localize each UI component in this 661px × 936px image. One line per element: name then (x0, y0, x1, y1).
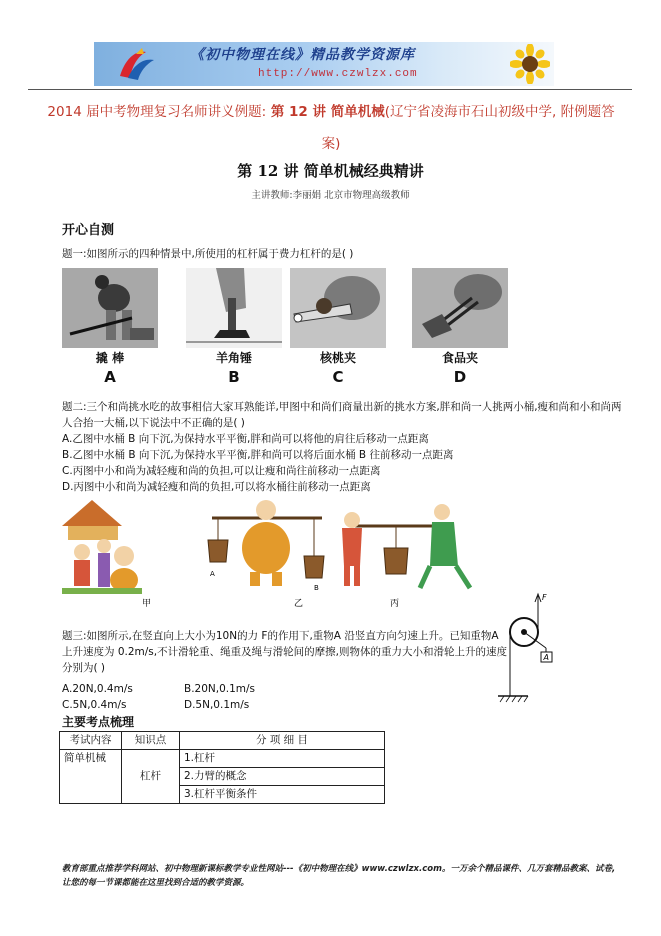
table-header-details: 分 项 细 目 (180, 732, 385, 750)
question-2-option-c: C.丙图中小和尚为减轻瘦和尚的负担,可以让瘦和尚往前移动一点距离 (62, 465, 381, 477)
question-3-option-d: D.5N,0.1m/s (184, 699, 250, 711)
nutcracker-photo (290, 268, 386, 348)
doc-title-part1: 2014 届中考物理复习名师讲义例题: (47, 104, 267, 120)
question-3-options (62, 681, 306, 713)
crowbar-photo (62, 268, 158, 348)
footer-text: 教育部重点推荐学科网站、初中物理新课标教学专业性网站---《初中物理在线》www.czwlzx.com。一万余个精品课件、几万套精品教案、试卷,让您的每一节课都能在这里找到合适的教学资源。 (62, 864, 616, 888)
table-cell-content: 简单机械 (60, 750, 122, 804)
bucket-label-a: A (210, 570, 215, 578)
food-tongs-photo (412, 268, 508, 348)
weight-label: A (543, 653, 549, 662)
table-header-content: 考试内容 (60, 732, 122, 750)
doc-title-part3: (辽宁省凌海市石山初级中学, 附例题答案) (321, 104, 615, 152)
banner-title: 《初中物理在线》精品教学资源库 (190, 47, 415, 63)
question-2-option-b: B.乙图中水桶 B 向下沉,为保持水平平衡,胖和尚可以将后面水桶 B 往前移动一点距离 (62, 449, 454, 461)
question-2-text: 题二:三个和尚挑水吃的故事相信大家耳熟能详,甲图中和尚们商量出新的挑水方案,胖和尚一人挑两小桶,瘦和尚和小和尚两人合抬一大桶,以下说法中不正确的是( ) (62, 401, 622, 429)
header-banner (94, 42, 554, 86)
figure-label-b: 羊角锤 (215, 351, 252, 365)
question-1-text: 题一:如图所示的四种情景中,所使用的杠杆属于费力杠杆的是( ) (62, 248, 354, 260)
table-header-row (60, 732, 385, 750)
question-3-text: 题三:如图所示,在竖直向上大小为10N的力 F的作用下,重物A 沿竖直方向匀速上升。已知重物A 上升速度为 0.2m/s,不计滑轮重、绳重及绳与滑轮间的摩擦,则物体的重力大小和滑轮上升的速度分别为( ) (62, 630, 507, 674)
figure-label-a: 撬 棒 (95, 351, 125, 365)
figure-letter-a: A (104, 368, 116, 386)
section-heading-self-test: 开心自测 (62, 223, 115, 238)
document-title (40, 96, 622, 160)
key-points-table (59, 731, 385, 804)
claw-hammer-photo (186, 268, 282, 348)
lecture-title: 第 12 讲 简单机械经典精讲 (237, 162, 424, 180)
doc-title-part2: 第 12 讲 简单机械 (266, 104, 385, 120)
question-3-option-a: A.20N,0.4m/s (62, 683, 133, 695)
figure-label-d: 食品夹 (441, 351, 478, 365)
question-3-option-b: B.20N,0.1m/s (184, 683, 256, 695)
panel-label-jia: 甲 (142, 599, 152, 608)
question-3-option-c: C.5N,0.4m/s (62, 699, 127, 711)
panel-jia (62, 500, 142, 594)
table-row (60, 750, 385, 768)
figure-letter-b: B (228, 368, 240, 386)
header-divider (28, 89, 632, 90)
panel-bing (342, 504, 470, 588)
section-heading-key-points: 主要考点梳理 (62, 715, 135, 729)
table-cell-item-3: 3.杠杆平衡条件 (180, 786, 385, 804)
table-cell-item-2: 2.力臂的概念 (180, 768, 385, 786)
bucket-label-b: B (314, 584, 319, 592)
figure-letter-d: D (453, 368, 467, 386)
question-2-option-d: D.丙图中小和尚为减轻瘦和尚的负担,可以将水桶往前移动一点距离 (62, 481, 371, 493)
banner-url[interactable]: http://www.czwlzx.com (258, 68, 418, 80)
question-2 (62, 399, 622, 495)
question-2-option-a: A.乙图中水桶 B 向下沉,为保持水平平衡,胖和尚可以将他的肩往后移动一点距离 (62, 433, 429, 445)
movable-pulley-diagram (498, 590, 560, 710)
monks-carrying-water-illustration (62, 496, 492, 608)
panel-yi (208, 500, 324, 586)
panel-label-bing: 丙 (390, 599, 400, 608)
sunflower-icon (510, 44, 550, 84)
site-logo-icon (116, 46, 156, 82)
table-cell-knowledge: 杠杆 (122, 750, 180, 804)
table-cell-item-1: 1.杠杆 (180, 750, 385, 768)
figure-letter-c: C (332, 368, 344, 386)
table-header-knowledge: 知识点 (122, 732, 180, 750)
panel-label-yi: 乙 (294, 599, 304, 608)
lecturer-info: 主讲教师:李丽娟 北京市物理高级教师 (251, 190, 410, 201)
figure-label-c: 核桃夹 (319, 351, 356, 365)
force-label: F (542, 593, 547, 602)
